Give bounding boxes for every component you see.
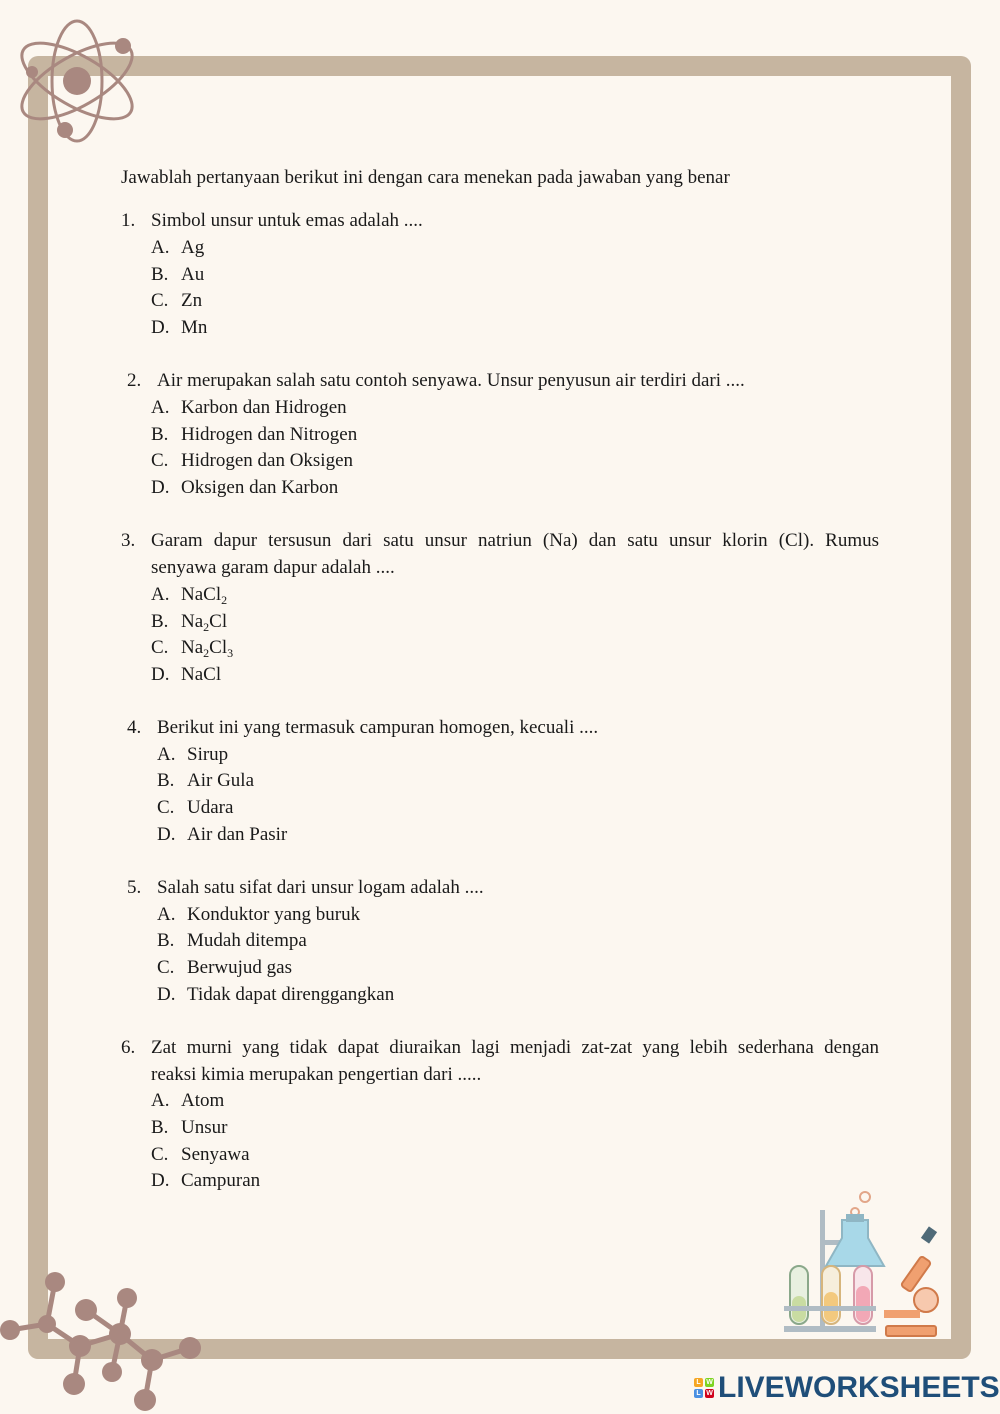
option-text: Zn — [181, 290, 203, 311]
liveworksheets-logo[interactable] — [694, 1371, 1000, 1405]
question-text: Simbol unsur untuk emas adalah .... — [151, 210, 423, 231]
option-text: Atom — [181, 1090, 225, 1111]
question-number: 6. — [121, 1037, 136, 1058]
option-letter: A. — [151, 584, 170, 605]
question-text: Air merupakan salah satu contoh senyawa. Unsur penyusun air terdiri dari .... — [157, 370, 745, 391]
option-text: $Na_2Cl_3$ — [181, 637, 234, 660]
option-letter: B. — [151, 424, 169, 445]
option-letter: C. — [151, 637, 169, 658]
option-letter: D. — [157, 824, 176, 845]
option-letter: D. — [151, 317, 170, 338]
option-text: Campuran — [181, 1170, 261, 1191]
lab-equipment-icon — [780, 1188, 945, 1338]
option-letter: D. — [157, 984, 176, 1005]
option-text: NaCl$_2$ — [181, 584, 228, 607]
option-letter: B. — [151, 611, 169, 632]
option-letter: D. — [151, 1170, 170, 1191]
option-letter: B. — [157, 770, 175, 791]
option-text: Air Gula — [187, 770, 255, 791]
option-letter: A. — [151, 237, 170, 258]
question-text: Salah satu sifat dari unsur logam adalah .... — [157, 877, 484, 898]
option-text: Ag — [181, 237, 205, 258]
option-text: Air dan Pasir — [187, 824, 288, 845]
option-letter: C. — [151, 450, 169, 471]
question-text-line: Zat murni yang tidak dapat diuraikan lagi menjadi zat-zat yang lebih sederhana dengan — [151, 1037, 879, 1058]
option-text: Oksigen dan Karbon — [181, 477, 339, 498]
atom-icon — [10, 18, 150, 148]
option-letter: A. — [157, 744, 176, 765]
option-text: Tidak dapat direnggangkan — [187, 984, 395, 1005]
option-letter: B. — [151, 1117, 169, 1138]
option-text: Udara — [187, 797, 234, 818]
option-letter: C. — [157, 957, 175, 978]
option-letter: A. — [157, 904, 176, 925]
question-text — [151, 1034, 879, 1088]
molecule-icon — [0, 1268, 215, 1414]
option-text: Karbon dan Hidrogen — [181, 397, 347, 418]
option-text: Hidrogen dan Nitrogen — [181, 424, 358, 445]
option-text: Konduktor yang buruk — [187, 904, 361, 925]
question-number: 5. — [127, 877, 142, 898]
option-text: Berwujud gas — [187, 957, 293, 978]
option-text: Unsur — [181, 1117, 228, 1138]
question-number: 1. — [121, 210, 136, 231]
question-text — [151, 527, 879, 581]
option-letter: A. — [151, 1090, 170, 1111]
liveworksheets-icon: L W L W — [694, 1378, 714, 1398]
option-letter: B. — [151, 264, 169, 285]
brand-name: LIVEWORKSHEETS — [718, 1371, 1000, 1404]
instruction-text: Jawablah pertanyaan berikut ini dengan cara menekan pada jawaban yang benar — [121, 167, 730, 188]
option-text: Hidrogen dan Oksigen — [181, 450, 354, 471]
question-text-line: reaksi kimia merupakan pengertian dari ..... — [151, 1064, 482, 1085]
option-text: Sirup — [187, 744, 229, 765]
option-text: NaCl — [181, 664, 222, 685]
option-letter: C. — [151, 1144, 169, 1165]
question-text-line: Garam dapur tersusun dari satu unsur natriun (Na) dan satu unsur klorin (Cl). Rumus — [151, 530, 879, 551]
question-number: 2. — [127, 370, 142, 391]
option-text: Mudah ditempa — [187, 930, 307, 951]
question-number: 4. — [127, 717, 142, 738]
option-text: $Na_2Cl$ — [181, 611, 228, 634]
option-letter: D. — [151, 664, 170, 685]
option-letter: C. — [151, 290, 169, 311]
option-text: Senyawa — [181, 1144, 250, 1165]
option-letter: B. — [157, 930, 175, 951]
option-text: Au — [181, 264, 205, 285]
question-text: Berikut ini yang termasuk campuran homogen, kecuali .... — [157, 717, 599, 738]
option-letter: C. — [157, 797, 175, 818]
option-text: Mn — [181, 317, 208, 338]
question-number: 3. — [121, 530, 136, 551]
option-letter: A. — [151, 397, 170, 418]
question-text-line: senyawa garam dapur adalah .... — [151, 557, 395, 578]
option-letter: D. — [151, 477, 170, 498]
